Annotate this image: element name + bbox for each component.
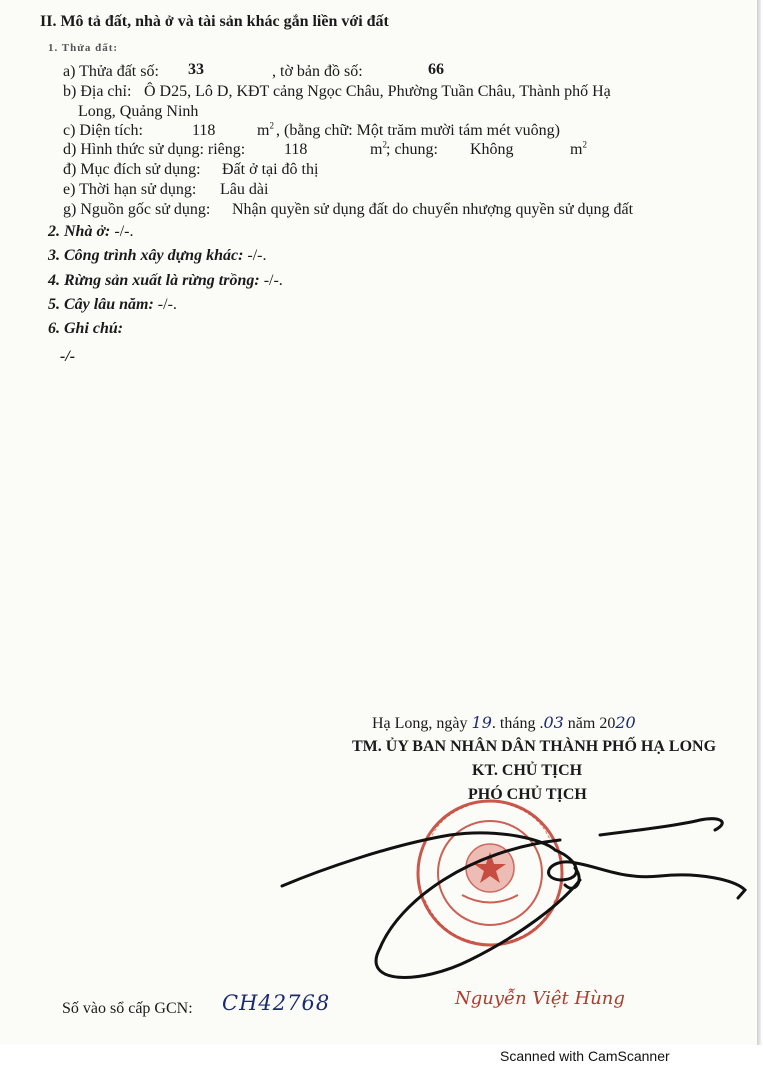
usage-private-unit: $m^2$ bbox=[370, 139, 387, 158]
map-sheet-label: , tờ bản đồ số: bbox=[272, 63, 363, 80]
scanner-watermark: Scanned with CamScanner bbox=[500, 1048, 670, 1064]
signer-title-1: KT. CHỦ TỊCH bbox=[472, 762, 583, 779]
address-label: b) Địa chỉ: bbox=[63, 83, 132, 100]
section-heading: II. Mô tả đất, nhà ở và tài sản khác gắn liền với đất bbox=[40, 13, 389, 30]
official-seal-icon bbox=[418, 801, 562, 945]
usage-origin-value: Nhận quyền sử dụng đất do chuyển nhượng quyền sử dụng đất bbox=[232, 201, 634, 218]
area-value: 118 bbox=[192, 122, 216, 139]
area-in-words: , (bằng chữ: Một trăm mười tám mét vuông) bbox=[276, 122, 560, 139]
area-unit: $m^2$ bbox=[257, 120, 274, 139]
area-label: c) Diện tích: bbox=[63, 122, 143, 139]
item-house: 2. Nhà ở: -/-. bbox=[48, 223, 134, 240]
address-line-1: Ô D25, Lô D, KĐT cảng Ngọc Châu, Phường Tuần Châu, Thành phố Hạ bbox=[144, 83, 611, 100]
usage-origin-label: g) Nguồn gốc sử dụng: bbox=[63, 201, 211, 218]
map-sheet-value: 66 bbox=[428, 61, 444, 78]
address-line-2: Long, Quảng Ninh bbox=[78, 103, 199, 120]
item-notes: 6. Ghi chú: bbox=[48, 320, 124, 337]
place-date: Hạ Long, ngày 19. tháng .03 năm 2020 bbox=[372, 713, 636, 732]
usage-purpose-label: đ) Mục đích sử dụng: bbox=[63, 161, 201, 178]
registry-label: Số vào sổ cấp GCN: bbox=[62, 1000, 193, 1017]
notes-value: -/- bbox=[60, 348, 76, 365]
date-day: 19 bbox=[471, 713, 492, 732]
item-other-construction: 3. Công trình xây dựng khác: -/-. bbox=[48, 247, 267, 264]
date-month: 03 bbox=[543, 713, 564, 732]
date-year-suffix: 20 bbox=[615, 713, 636, 732]
usage-common-value: Không bbox=[470, 141, 514, 158]
usage-common-unit: $m^2$ bbox=[570, 139, 587, 158]
signer-title-2: PHÓ CHỦ TỊCH bbox=[468, 786, 587, 803]
item-planted-forest: 4. Rừng sản xuất là rừng trồng: -/-. bbox=[48, 272, 283, 289]
item-perennial-trees: 5. Cây lâu năm: -/-. bbox=[48, 296, 177, 313]
usage-form-label: d) Hình thức sử dụng: riêng: bbox=[63, 141, 246, 158]
usage-term-value: Lâu dài bbox=[220, 181, 269, 198]
usage-common-label: ; chung: bbox=[386, 141, 438, 158]
parcel-number-value: 33 bbox=[188, 61, 204, 78]
usage-private-value: 118 bbox=[284, 141, 308, 158]
section-subheading: 1. Thửa đất: bbox=[48, 42, 119, 54]
usage-term-label: e) Thời hạn sử dụng: bbox=[63, 181, 197, 198]
signer-name: Nguyễn Việt Hùng bbox=[455, 988, 625, 1009]
parcel-number-label: a) Thửa đất số: bbox=[63, 63, 159, 80]
registry-value: CH42768 bbox=[222, 991, 331, 1015]
issuing-authority: TM. ỦY BAN NHÂN DÂN THÀNH PHỐ HẠ LONG bbox=[352, 738, 717, 755]
usage-purpose-value: Đất ở tại đô thị bbox=[222, 161, 319, 178]
